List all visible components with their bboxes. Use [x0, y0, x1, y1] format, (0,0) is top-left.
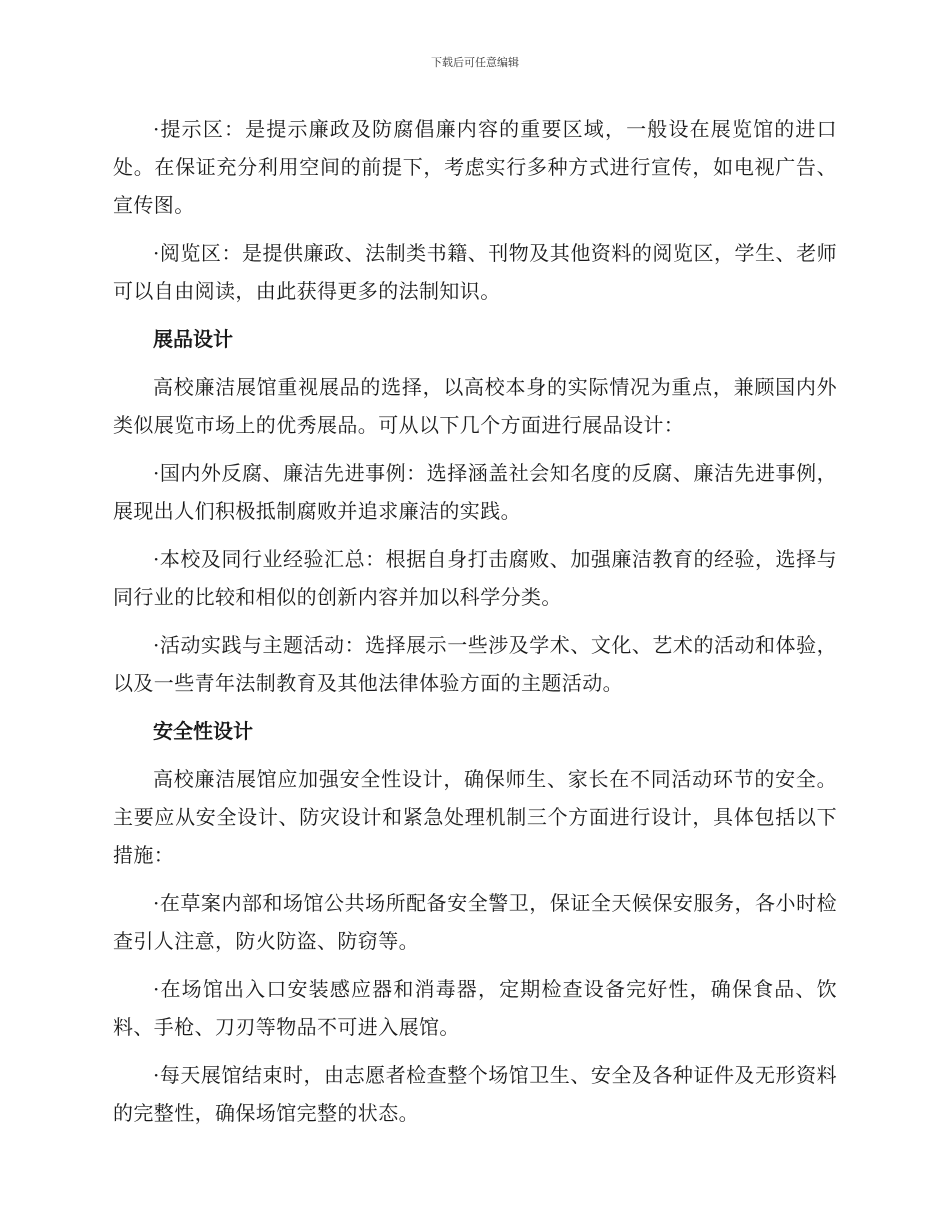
document-body — [113, 110, 837, 1142]
paragraph-reminder-area: ·提示区：是提示廉政及防腐倡廉内容的重要区域，一般设在展览馆的进口处。在保证充分利用空间的前提下，考虑实行多种方式进行宣传，如电视广告、宣传图。 — [113, 117, 837, 217]
paragraph-daily-inspection: ·每天展馆结束时，由志愿者检查整个场馆卫生、安全及各种证件及无形资料的完整性，确保场馆完整的状态。 — [113, 1063, 837, 1125]
paragraph-themed-activities: ·活动实践与主题活动：选择展示一些涉及学术、文化、艺术的活动和体验，以及一些青年法制教育及其他法律体验方面的主题活动。 — [113, 633, 837, 695]
paragraph-safety-intro: 高校廉洁展馆应加强安全性设计，确保师生、家长在不同活动环节的安全。主要应从安全设计、防灾设计和紧急处理机制三个方面进行设计，具体包括以下措施： — [113, 767, 837, 867]
paragraph-security-guards: ·在草案内部和场馆公共场所配备安全警卫，保证全天候保安服务，各小时检查引人注意，防火防盗、防窃等。 — [113, 891, 837, 953]
paragraph-entrance-sensors: ·在场馆出入口安装感应器和消毒器，定期检查设备完好性，确保食品、饮料、手枪、刀刃等物品不可进入展馆。 — [113, 977, 837, 1039]
paragraph-reading-area: ·阅览区：是提供廉政、法制类书籍、刊物及其他资料的阅览区，学生、老师可以自由阅读，由此获得更多的法制知识。 — [113, 241, 837, 303]
page-header-note: 下载后可任意编辑 — [431, 56, 519, 69]
paragraph-anticorruption-cases: ·国内外反腐、廉洁先进事例：选择涵盖社会知名度的反腐、廉洁先进事例，展现出人们积极抵制腐败并追求廉洁的实践。 — [113, 461, 837, 523]
heading-exhibit-design: 展品设计 — [153, 327, 233, 351]
paragraph-exhibit-intro: 高校廉洁展馆重视展品的选择，以高校本身的实际情况为重点，兼顾国内外类似展览市场上的优秀展品。可从以下几个方面进行展品设计： — [113, 375, 837, 437]
paragraph-experience-summary: ·本校及同行业经验汇总：根据自身打击腐败、加强廉洁教育的经验，选择与同行业的比较和相似的创新内容并加以科学分类。 — [113, 547, 837, 609]
heading-safety-design: 安全性设计 — [153, 719, 253, 743]
